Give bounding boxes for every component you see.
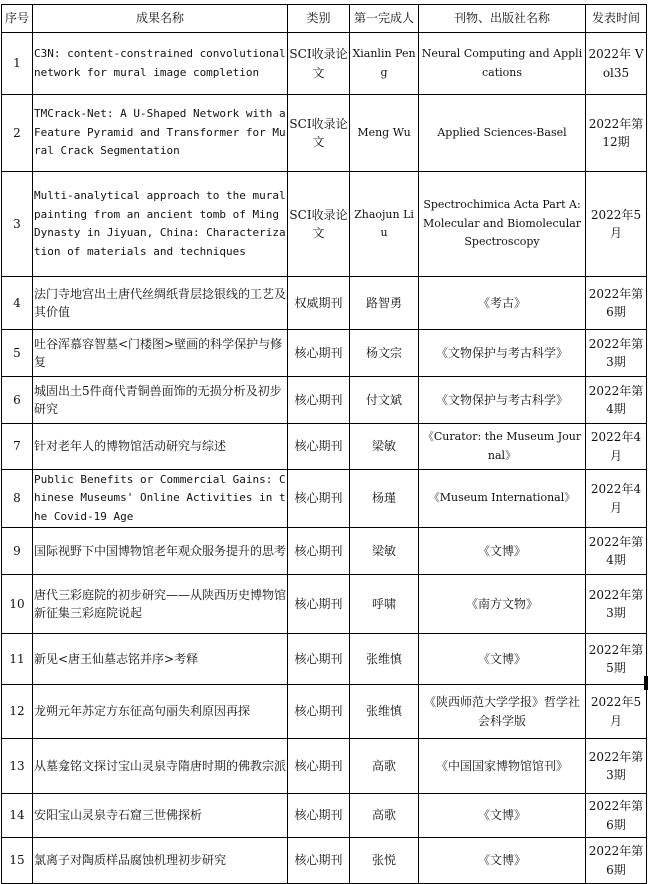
category: SCI收录论文 [288, 172, 350, 277]
first-author: 张维慎 [350, 634, 419, 685]
venue: 《文物保护与考古科学》 [419, 377, 586, 424]
venue: 《Curator: the Museum Journal》 [419, 424, 586, 470]
first-author: 高歌 [350, 794, 419, 838]
publish-date: 2022年第4期 [586, 528, 647, 575]
row-number: 12 [2, 685, 33, 739]
table-row [2, 33, 647, 95]
category: 核心期刊 [288, 575, 350, 634]
first-author: 付文斌 [350, 377, 419, 424]
first-author: Xianlin Peng [350, 33, 419, 95]
venue: 《文博》 [419, 794, 586, 838]
header-venue: 刊物、出版社名称 [419, 5, 586, 33]
first-author: 路智勇 [350, 277, 419, 330]
publish-date: 2022年4月 [586, 424, 647, 470]
achievements-table [1, 4, 647, 884]
first-author: 张悦 [350, 838, 419, 884]
first-author: 梁敏 [350, 424, 419, 470]
category: 权威期刊 [288, 277, 350, 330]
paper-title: 法门寺地宫出土唐代丝绸纸背层捻银线的工艺及其价值 [33, 277, 288, 330]
row-number: 11 [2, 634, 33, 685]
row-number: 10 [2, 575, 33, 634]
paper-title: TMCrack-Net: A U-Shaped Network with a Feature Pyramid and Transformer for Mural Crack Segmentation [33, 95, 288, 172]
row-number: 1 [2, 33, 33, 95]
row-number: 9 [2, 528, 33, 575]
table-row [2, 95, 647, 172]
venue: 《考古》 [419, 277, 586, 330]
venue: 《陕西师范大学学报》哲学社会科学版 [419, 685, 586, 739]
row-number: 6 [2, 377, 33, 424]
first-author: 梁敏 [350, 528, 419, 575]
category: 核心期刊 [288, 739, 350, 794]
paper-title: 城固出土5件商代青铜兽面饰的无损分析及初步研究 [33, 377, 288, 424]
venue: Applied Sciences-Basel [419, 95, 586, 172]
venue: 《文博》 [419, 634, 586, 685]
category: 核心期刊 [288, 377, 350, 424]
category: 核心期刊 [288, 528, 350, 575]
first-author: 呼啸 [350, 575, 419, 634]
venue: Neural Computing and Applications [419, 33, 586, 95]
publish-date: 2022年第3期 [586, 330, 647, 377]
paper-title: 针对老年人的博物馆活动研究与综述 [33, 424, 288, 470]
category: 核心期刊 [288, 634, 350, 685]
row-number: 13 [2, 739, 33, 794]
table-row [2, 172, 647, 277]
category: 核心期刊 [288, 424, 350, 470]
venue: 《文物保护与考古科学》 [419, 330, 586, 377]
venue: 《文博》 [419, 838, 586, 884]
header-title: 成果名称 [33, 5, 288, 33]
paper-title: 龙朔元年苏定方东征高句丽失利原因再探 [33, 685, 288, 739]
table-row [2, 575, 647, 634]
category: 核心期刊 [288, 685, 350, 739]
header-number: 序号 [2, 5, 33, 33]
category: 核心期刊 [288, 838, 350, 884]
table-row [2, 685, 647, 739]
paper-title: Public Benefits or Commercial Gains: Chinese Museums' Online Activities in the Covid-19 Age [33, 470, 288, 528]
row-number: 8 [2, 470, 33, 528]
venue: 《南方文物》 [419, 575, 586, 634]
header-date: 发表时间 [586, 5, 647, 33]
first-author: 杨瑾 [350, 470, 419, 528]
venue: Spectrochimica Acta Part A: Molecular and Biomolecular Spectroscopy [419, 172, 586, 277]
publish-date: 2022年第4期 [586, 377, 647, 424]
venue: 《中国国家博物馆馆刊》 [419, 739, 586, 794]
publish-date: 2022年第12期 [586, 95, 647, 172]
venue: 《文博》 [419, 528, 586, 575]
header-row [2, 5, 647, 33]
publish-date: 2022年第3期 [586, 739, 647, 794]
first-author: 张维慎 [350, 685, 419, 739]
row-number: 3 [2, 172, 33, 277]
row-number: 4 [2, 277, 33, 330]
row-number: 5 [2, 330, 33, 377]
venue: 《Museum International》 [419, 470, 586, 528]
category: 核心期刊 [288, 470, 350, 528]
paper-title: 从墓龛铭文探讨宝山灵泉寺隋唐时期的佛教宗派 [33, 739, 288, 794]
publish-date: 2022年第5期 [586, 634, 647, 685]
paper-title: 唐代三彩庭院的初步研究——从陕西历史博物馆新征集三彩庭院说起 [33, 575, 288, 634]
table-body [2, 33, 647, 884]
table-row [2, 634, 647, 685]
publish-date: 2022年5月 [586, 172, 647, 277]
publish-date: 2022年4月 [586, 470, 647, 528]
table-row [2, 424, 647, 470]
table-row [2, 330, 647, 377]
publish-date: 2022年5月 [586, 685, 647, 739]
first-author: Zhaojun Liu [350, 172, 419, 277]
category: SCI收录论文 [288, 95, 350, 172]
category: SCI收录论文 [288, 33, 350, 95]
category: 核心期刊 [288, 330, 350, 377]
paper-title: 吐谷浑慕容智墓<门楼图>壁画的科学保护与修复 [33, 330, 288, 377]
first-author: Meng Wu [350, 95, 419, 172]
first-author: 杨文宗 [350, 330, 419, 377]
paper-title: 新见<唐王仙墓志铭并序>考释 [33, 634, 288, 685]
paper-title: 氯离子对陶质样品腐蚀机理初步研究 [33, 838, 288, 884]
row-number: 14 [2, 794, 33, 838]
publish-date: 2022年第3期 [586, 575, 647, 634]
paper-title: 国际视野下中国博物馆老年观众服务提升的思考 [33, 528, 288, 575]
category: 核心期刊 [288, 794, 350, 838]
row-number: 2 [2, 95, 33, 172]
table-row [2, 277, 647, 330]
publish-date: 2022年第6期 [586, 794, 647, 838]
paper-title: 安阳宝山灵泉寺石窟三世佛探析 [33, 794, 288, 838]
header-category: 类别 [288, 5, 350, 33]
edge-mark [644, 676, 648, 690]
publish-date: 2022年第6期 [586, 838, 647, 884]
publish-date: 2022年 Vol35 [586, 33, 647, 95]
table-row [2, 739, 647, 794]
row-number: 7 [2, 424, 33, 470]
header-first-author: 第一完成人 [350, 5, 419, 33]
paper-title: C3N: content-constrained convolutional network for mural image completion [33, 33, 288, 95]
table-row [2, 794, 647, 838]
table-row [2, 528, 647, 575]
first-author: 高歌 [350, 739, 419, 794]
row-number: 15 [2, 838, 33, 884]
publish-date: 2022年第6期 [586, 277, 647, 330]
table-row [2, 470, 647, 528]
table-row [2, 377, 647, 424]
paper-title: Multi-analytical approach to the mural painting from an ancient tomb of Ming Dynasty in Jiyuan, China: Characterization of materials and techniques [33, 172, 288, 277]
